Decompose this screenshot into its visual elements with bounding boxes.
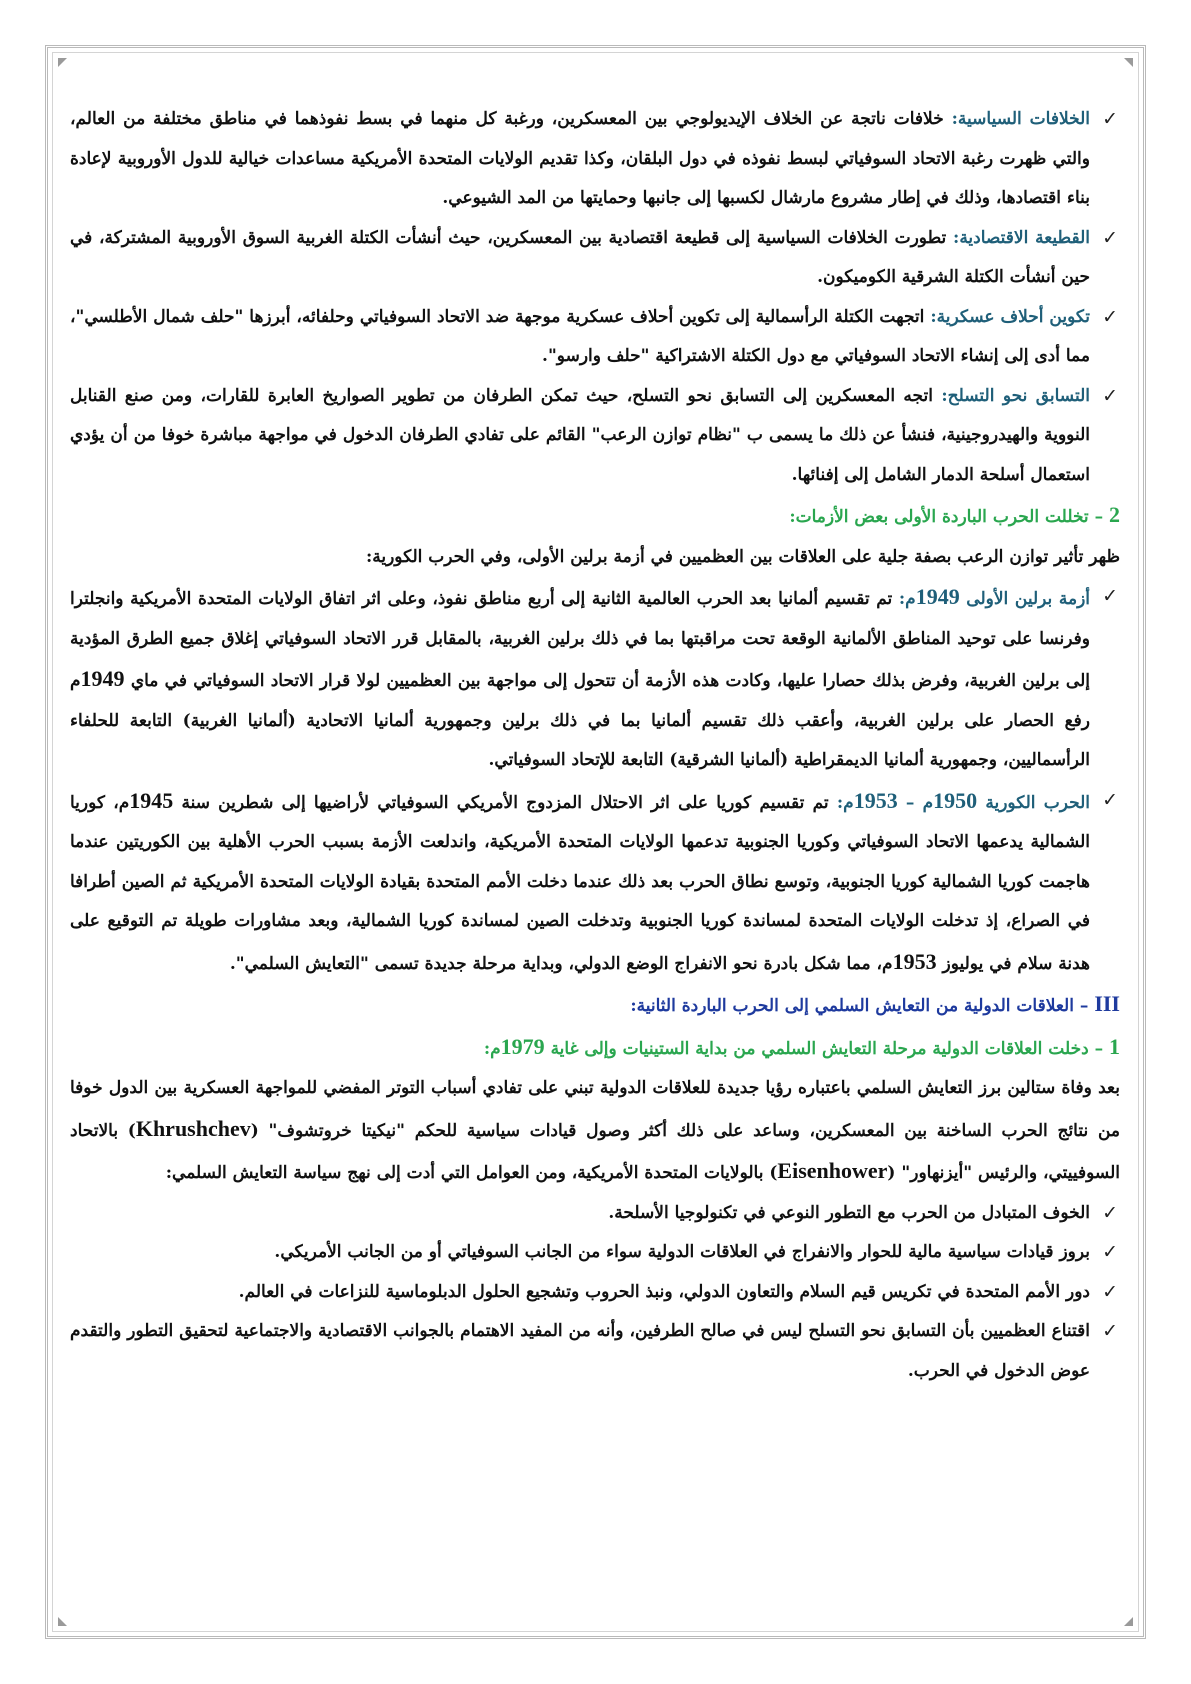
corner-ornament-icon xyxy=(58,58,67,67)
item-text: م، كوريا الشمالية يدعمها الاتحاد السوفياتي وكوريا الجنوبية تدعمها الولايات المتحدة الأمريكية، واندلعت الأزمة بسبب الحرب الأهلية بين الكوريتين عندما هاجمت كوريا الشمالية كوريا الجنوبية، وتوسع نطاق الحرب بعد ذلك عندما دخلت الأمم المتحدة بقيادة الولايات المتحدة الأمريكية ثم الصين أطرافا في الصراع، إذ تدخلت الولايات المتحدة لمساندة كوريا الجنوبية وتدخلت الصين لمساندة كوريا الشمالية، وبعد مشاورات طويلة تم التوقيع على هدنة سلام في يوليوز xyxy=(70,792,1090,974)
item-term: الحرب الكورية 1950م – 1953م: xyxy=(836,787,1090,813)
checkmark-icon: ✓ xyxy=(1102,1320,1118,1342)
list-item xyxy=(70,1233,1120,1273)
list-item xyxy=(70,1312,1120,1391)
heading-text: – العلاقات الدولية من التعايش السلمي إلى الحرب الباردة الثانية: xyxy=(630,996,1089,1016)
item-term: الخلافات السياسية: xyxy=(951,109,1091,129)
checkmark-icon: ✓ xyxy=(1102,305,1118,328)
list-item xyxy=(70,100,1120,219)
intro-paragraph: بعد وفاة ستالين برز التعايش السلمي باعتباره رؤيا جديدة للعلاقات الدولية تبني على تفادي أسباب التوتر المفضي للمواجهة العسكرية بين الدول خوفا من نتائج الحرب الساخنة بين المعسكرين، وساعد على ذلك أكثر وصول قيادات سياسية للحكم "نيكيتا خروتشوف" (Khrushchev) بالاتحاد السوفييتي، والرئيس "أيزنهاور" (Eisenhower) بالولايات المتحدة الأمريكية، ومن العوامل التي أدت إلى نهج سياسة التعايش السلمي: xyxy=(70,1078,1120,1183)
checkmark-icon: ✓ xyxy=(1102,788,1118,811)
item-text: اتجه المعسكرين إلى التسابق نحو التسلح، حيث تمكن الطرفان من تطوير الصواريخ العابرة للقارات، ومن صنع القنابل النووية والهيدروجينية، فنشأ عن ذلك ما يسمى ب "نظام توازن الرعب" القائم على تفادي الطرفان الدخول في مواجهة مباشرة خوفا من أن يؤدي استعمال أسلحة الدمار الشامل إلى إفنائها. xyxy=(70,385,1090,485)
checkmark-icon: ✓ xyxy=(1102,585,1118,607)
heading-text: م: xyxy=(483,1038,501,1059)
item-text: م رفع الحصار على برلين الغربية، وأعقب ذلك تقسيم ألمانيا بما في ذلك برلين وجمهورية ألمانيا الاتحادية (ألمانيا الغربية) التابعة للحلفاء الرأسماليين، وجمهورية ألمانيا الديمقراطية (ألمانيا الشرقية) التابعة للإتحاد السوفياتي. xyxy=(70,671,1090,770)
section-heading-iii xyxy=(70,984,1120,1027)
item-text: بروز قيادات سياسية مالية للحوار والانفراج في العلاقات الدولية سواء من الجانب السوفياتي أو من الجانب الأمريكي. xyxy=(274,1242,1090,1262)
item-text: اتجهت الكتلة الرأسمالية إلى تكوين أحلاف عسكرية موجهة ضد الاتحاد السوفياتي وحلفائه، أبرزها "حلف شمال الأطلسي"، مما أدى إلى إنشاء الاتحاد السوفياتي مع دول الكتلة الاشتراكية "حلف وارسو". xyxy=(70,306,1090,366)
corner-ornament-icon xyxy=(1124,1617,1133,1626)
item-text: م، مما شكل بادرة نحو الانفراج الوضع الدولي، وبداية مرحلة جديدة تسمى "التعايش السلمي". xyxy=(229,953,893,974)
heading-year: 1979 xyxy=(500,1033,545,1059)
checkmark-icon: ✓ xyxy=(1102,1280,1118,1303)
item-term: التسابق نحو التسلح: xyxy=(941,385,1090,406)
section-heading-1 xyxy=(70,1027,1120,1070)
document-body xyxy=(70,100,1120,1391)
intro-paragraph: ظهر تأثير توازن الرعب بصفة جلية على العلاقات بين العظميين في أزمة برلين الأولى، وفي الحرب الكورية: xyxy=(365,546,1120,567)
item-term: أزمة برلين الأولى 1949م: xyxy=(898,584,1090,609)
item-text: خلافات ناتجة عن الخلاف الإيديولوجي بين المعسكرين، ورغبة كل منهما في بسط نفوذهما في مناطق مختلفة من العالم، والتي ظهرت رغبة الاتحاد السوفياتي لبسط نفوذه في دول البلقان، وكذا تقديم الولايات المتحدة الأمريكية مساعدات خيالية للدول الأوروبية لإعادة بناء اقتصادها، وذلك في إطار مشروع مارشال لكسبها إلى جانبها وحمايتها من المد الشيوعي. xyxy=(70,109,1090,208)
list-item xyxy=(70,1194,1120,1234)
list-item-korea xyxy=(70,781,1120,985)
heading-number: 1 xyxy=(1109,1033,1120,1059)
list-item xyxy=(70,1273,1120,1313)
item-term: القطيعة الاقتصادية: xyxy=(953,227,1090,248)
checkmark-icon: ✓ xyxy=(1102,226,1118,249)
item-text: تم تقسيم ألمانيا بعد الحرب العالمية الثانية إلى أربع مناطق نفوذ، وعلى اثر اتفاق الولايات المتحدة الأمريكية وانجلترا وفرنسا على توحيد المناطق الألمانية الوقعة تحت مراقبتها بما في ذلك برلين الغربية، بالمقابل قرر الاتحاد السوفياتي إغلاق جميع الطرق المؤدية إلى برلين الغربية، وفرض بذلك حصارا عليها، وكادت هذه الأزمة أن تتحول إلى مواجهة بين العظميين لولا قرار الاتحاد السوفياتي في ماي xyxy=(70,589,1091,691)
corner-ornament-icon xyxy=(58,1617,67,1626)
year: 1949 xyxy=(80,666,125,691)
list-item xyxy=(70,377,1120,496)
list-item xyxy=(70,219,1120,298)
checkmark-icon: ✓ xyxy=(1102,1201,1118,1224)
heading-number: III xyxy=(1094,991,1120,1016)
corner-ornament-icon xyxy=(1124,58,1133,67)
heading-number: 2 xyxy=(1109,502,1120,527)
section-heading-2 xyxy=(70,495,1120,538)
person-name-latin: Khrushchev xyxy=(135,1115,251,1141)
person-name-latin: Eisenhower xyxy=(777,1158,888,1183)
list-item xyxy=(70,298,1120,377)
item-text: اقتناع العظميين بأن التسابق نحو التسلح ليس في صالح الطرفين، وأنه من المفيد الاهتمام بالجوانب الاقتصادية والاجتماعية لتحقيق التطور والتقدم عوض الدخول في الحرب. xyxy=(70,1321,1090,1381)
item-text: دور الأمم المتحدة في تكريس قيم السلام والتعاون الدولي، ونبذ الحروب وتشجيع الحلول الدبلوماسية للنزاعات في العالم. xyxy=(238,1281,1090,1302)
item-text: تم تقسيم كوريا على اثر الاحتلال المزدوج الأمريكي السوفياتي لأراضيها إلى شطرين سنة xyxy=(181,792,829,813)
item-text: تطورت الخلافات السياسية إلى قطيعة اقتصادية بين المعسكرين، حيث أنشأت الكتلة الغربية السوق الأوروبية المشتركة، في حين أنشأت الكتلة الشرقية الكوميكون. xyxy=(70,227,1090,287)
item-term: تكوين أحلاف عسكرية: xyxy=(930,306,1091,327)
year: 1953 xyxy=(892,948,937,974)
heading-text: – تخللت الحرب الباردة الأولى بعض الأزمات: xyxy=(789,507,1104,527)
checkmark-icon: ✓ xyxy=(1102,1241,1118,1263)
checkmark-icon: ✓ xyxy=(1102,108,1118,130)
heading-text: – دخلت العلاقات الدولية مرحلة التعايش السلمي من بداية الستينيات وإلى غاية xyxy=(550,1038,1104,1059)
year: 1945 xyxy=(129,787,174,813)
list-item-berlin xyxy=(70,577,1120,781)
item-text: الخوف المتبادل من الحرب مع التطور النوعي في تكنولوجيا الأسلحة. xyxy=(608,1202,1090,1223)
checkmark-icon: ✓ xyxy=(1102,384,1118,407)
